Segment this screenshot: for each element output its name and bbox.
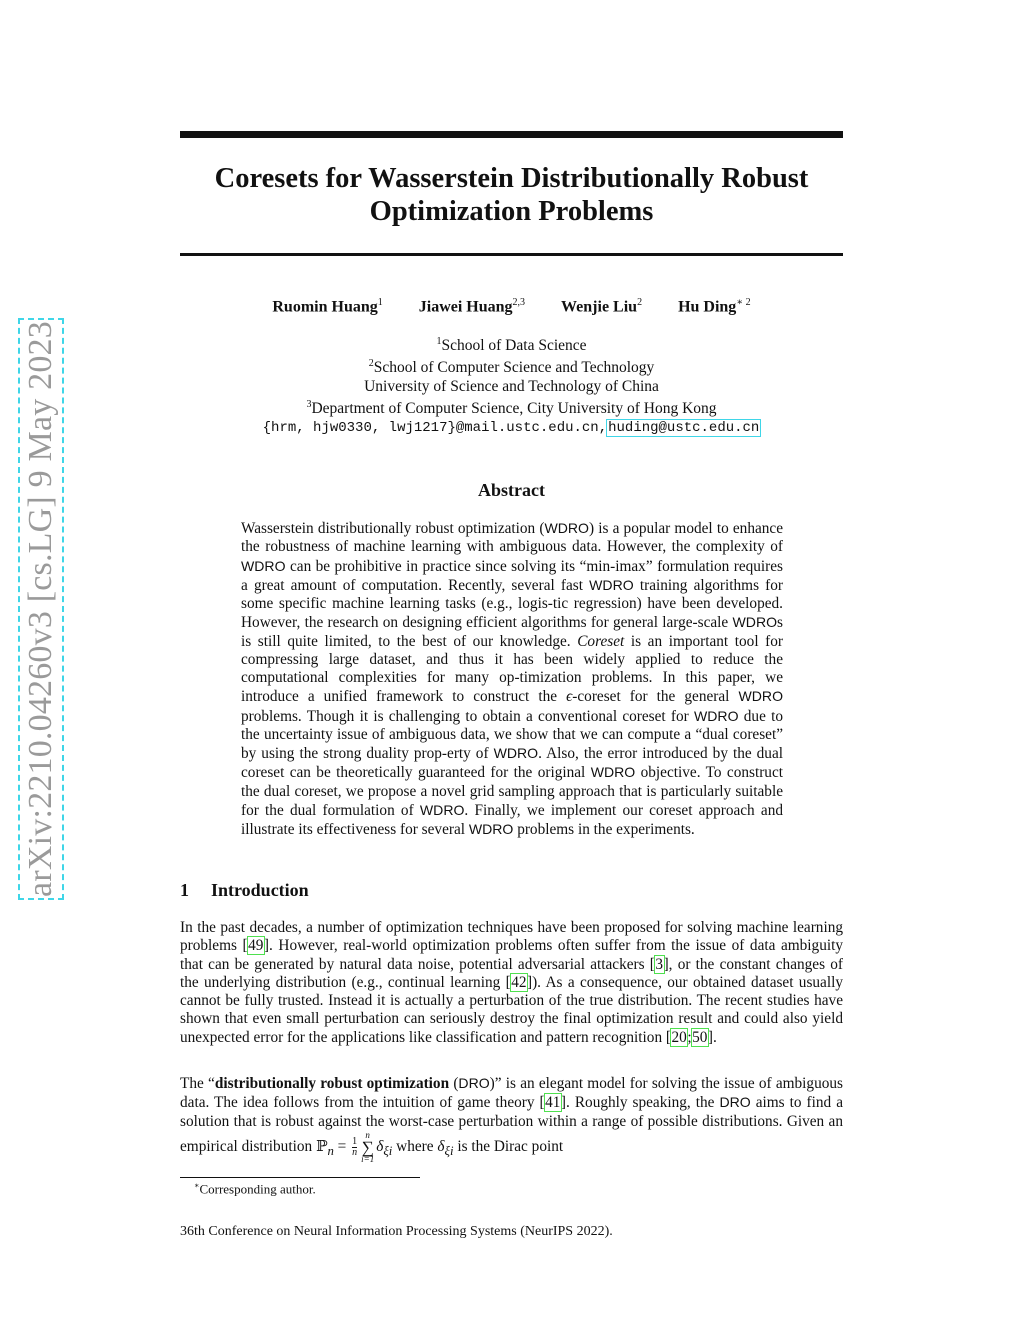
author: Jiawei Huang$^{2,3}$	[418, 297, 526, 316]
empirical-distribution-formula: ℙ$_n$ = $\frac{1}{n}$ n ∑ $i=1\delta_{\xi i}$	[315, 1129, 393, 1164]
section-title: Introduction	[211, 880, 309, 900]
title-top-rule	[180, 131, 843, 138]
affiliation-line: University of Science and Technology of China	[364, 377, 659, 395]
abstract-body: Wasserstein distributionally robust optimization (WDRO) is a popular model to enhance the robustness of machine learning with ambiguous data. However, the complexity of WDRO can be prohibitive in practice since solving its “min-imax” formulation requires a great amount of computation. Recently, several fast WDRO training algorithms for some specific machine learning tasks (e.g., logis-tic regression) have been developed. However, the research on designing efficient algorithms for general large-scale WDROs is still quite limited, to the best of our knowledge. Coreset is an important tool for compressing large dataset, and thus it has been widely applied to reduce the computational complexities for many op-timization problems. In this paper, we introduce a unified framework to construct the ϵ-coreset for the general WDRO problems. Though it is challenging to obtain a conventional coreset for WDRO due to the uncertainty issue of ambiguous data, we show that we can compute a “dual coreset” by using the strong duality prop-erty of WDRO. Also, the error introduced by the dual coreset can be theoretically guaranteed for the original WDRO objective. To construct the dual coreset, we propose a novel grid sampling approach that is particularly suitable for the dual formulation of WDRO. Finally, we implement our coreset approach and illustrate its effectiveness for several WDRO problems in the experiments.	[241, 520, 784, 838]
citation-link[interactable]: 20	[671, 1028, 687, 1046]
arxiv-watermark-text: arXiv:2210.04260v3 [cs.LG] 9 May 2023	[18, 318, 64, 900]
author: Hu Ding$^{∗ 2}$	[678, 297, 751, 316]
author-emails	[180, 419, 843, 437]
title-bottom-rule	[180, 253, 843, 256]
intro-paragraph-2: The “distributionally robust optimization (DRO)” is an elegant model for solving the issue of ambiguous data. The idea follows from the intuition of game theory [41]. Roughly speaking, the DRO aims to find a solution that is robust against the worst-case perturbation within a range of possible distributions. Given an empirical distribution ℙ$_n$ = $\frac{1}{n}$ n ∑ $i=1\delta_{\xi i}$ where $\delta_{\xi i}$ is the Dirac point	[180, 1075, 843, 1164]
citation-link[interactable]: 49	[248, 937, 264, 955]
affiliation-line: $^1$School of Data Science	[436, 336, 587, 355]
author-list	[180, 297, 843, 316]
arxiv-watermark	[18, 318, 64, 900]
citation-link[interactable]: 50	[692, 1028, 708, 1046]
email-group: {hrm, hjw0330, lwj1217}@mail.ustc.edu.cn,	[262, 419, 608, 436]
footnote-rule	[180, 1177, 420, 1178]
affiliations	[180, 333, 843, 437]
citation-link[interactable]: 41	[545, 1094, 561, 1112]
intro-paragraph-1: In the past decades, a number of optimization techniques have been proposed for solving machine learning problems [49]. However, real-world optimization problems often suffer from the issue of data ambiguity that can be generated by natural data noise, potential adversarial attackers [3], or the constant changes of the underlying distribution (e.g., continual learning [42]). As a consequence, our obtained dataset usually cannot be fully trusted. Instead it is actually a perturbation of the true distribution. The recent studies have shown that even small perturbation can seriously destroy the final optimization result and could also yield unexpected error for the applications like classification and pattern recognition [20;50].	[180, 919, 843, 1046]
author: Ruomin Huang$^1$	[272, 297, 383, 316]
email-link[interactable]: huding@ustc.edu.cn	[608, 419, 760, 436]
citation-link[interactable]: 42	[511, 973, 527, 991]
abstract-heading: Abstract	[478, 480, 545, 500]
section-heading-introduction	[180, 880, 309, 901]
citation-link[interactable]: 3	[655, 955, 664, 973]
venue-line: 36th Conference on Neural Information Processing Systems (NeurIPS 2022).	[180, 1224, 613, 1239]
author: Wenjie Liu$^2$	[561, 297, 643, 316]
affiliation-line: $^2$School of Computer Science and Technology	[368, 358, 655, 377]
title-line-1: Coresets for Wasserstein Distributionally Robust	[214, 163, 809, 194]
title-line-2: Optimization Problems	[369, 196, 654, 227]
affiliation-line: $^3$Department of Computer Science, City University of Hong Kong	[306, 399, 717, 418]
paper-title	[180, 162, 843, 228]
section-number: 1	[180, 880, 189, 900]
footnote: ∗Corresponding author.	[194, 1181, 316, 1197]
